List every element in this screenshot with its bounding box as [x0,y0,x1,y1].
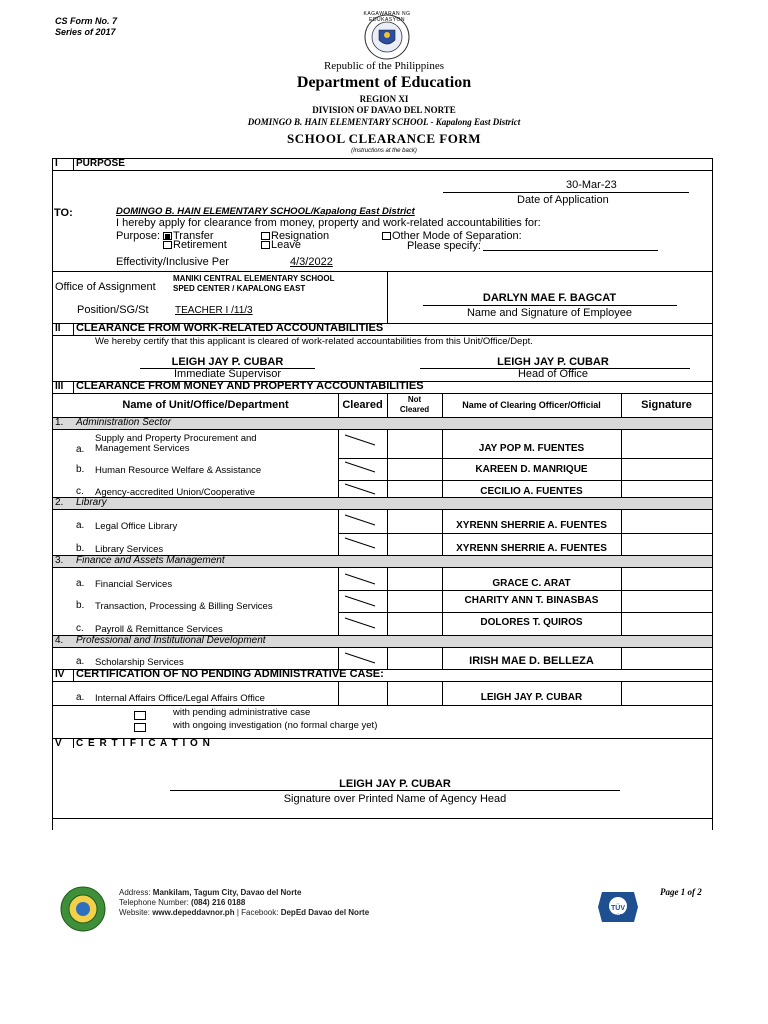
sec1-title: PURPOSE [76,158,125,169]
instructions-note: (Instructions at the back) [351,148,417,154]
employee-name[interactable]: DARLYN MAE F. BAGCAT [482,292,617,304]
office-of-assignment-value-2[interactable]: SPED CENTER / KAPALONG EAST [173,284,306,293]
cleared-mark-icon[interactable] [343,433,377,447]
leave-checkbox-icon[interactable] [261,241,270,249]
row-7-unit: Transaction, Processing & Billing Services [95,601,273,612]
group-4-number: 4. [55,635,64,646]
group-1-number: 1. [55,417,64,428]
date-of-application-label: Date of Application [517,194,609,206]
purpose-label: Purpose: [116,230,161,242]
to-value[interactable]: DOMINGO B. HAIN ELEMENTARY SCHOOL/Kapalong East District [116,206,415,217]
head-of-office-caption: Head of Office [517,368,589,380]
position-label: Position/SG/St [77,304,149,316]
row-1-letter: a. [76,444,85,455]
option-transfer[interactable]: Transfer [163,230,214,242]
row-5-unit: Library Services [95,544,164,555]
row-8-letter: c. [76,623,84,634]
footer-website-link[interactable]: www.depeddavnor.ph [152,908,235,917]
sec5-title: C E R T I F I C A T I O N [76,738,211,749]
option-leave[interactable]: Leave [261,239,301,251]
cleared-mark-icon[interactable] [343,572,377,586]
frame-top [52,158,712,159]
sec4-unit: Internal Affairs Office/Legal Affairs Office [95,693,265,704]
group-library: Library [76,497,107,508]
pending-case-checkbox-icon[interactable] [134,711,146,720]
tuv-sub-label: SÜD [612,914,624,920]
sec2-certify-statement: We hereby certify that this applicant is cleared of work-related accountabilities from this Unit/Office/Dept. [95,336,533,347]
form-series: Series of 2017 [55,27,116,37]
cleared-mark-icon[interactable] [343,616,377,630]
cleared-mark-icon[interactable] [343,513,377,527]
row-3-letter: c. [76,486,84,497]
row-6-official: GRACE C. ARAT [492,578,571,589]
footer-web: Website: www.depeddavnor.ph | Facebook: DepEd Davao del Norte [119,908,370,917]
sec1-number: I [55,158,58,169]
other-mode-checkbox-icon[interactable] [382,232,391,240]
form-title: SCHOOL CLEARANCE FORM [287,131,481,146]
cleared-mark-icon[interactable] [343,460,377,474]
page-number: Page 1 of 2 [660,887,702,897]
row-2-official: KAREEN D. MANRIQUE [475,464,588,475]
school-line: DOMINGO B. HAIN ELEMENTARY SCHOOL - Kapalong East District [247,117,521,127]
tuv-label: TÜV [611,905,625,912]
row-5-letter: b. [76,543,85,554]
apply-statement: I hereby apply for clearance from money, property and work-related accountabilities for: [116,217,541,229]
pending-case-label: with pending administrative case [173,707,311,718]
row-5-official: XYRENN SHERRIE A. FUENTES [456,543,607,554]
cleared-mark-icon[interactable] [343,651,377,665]
row-4-unit: Legal Office Library [95,521,178,532]
division-logo-icon [60,886,106,932]
agency-head-name[interactable]: LEIGH JAY P. CUBAR [339,778,451,790]
seal-text: KAGAWARAN NG EDUKASYON [363,11,411,23]
sec2-title: CLEARANCE FROM WORK-RELATED ACCOUNTABILITIES [76,322,384,334]
effectivity-label: Effectivity/Inclusive Per [116,256,229,268]
frame-right [712,158,713,830]
row-8-unit: Payroll & Remittance Services [95,624,223,635]
row-7-official: CHARITY ANN T. BINASBAS [464,595,599,606]
row-4-official: XYRENN SHERRIE A. FUENTES [456,520,607,531]
cleared-mark-icon[interactable] [343,536,377,550]
col-unit-header: Name of Unit/Office/Department [122,399,289,411]
row-8-official: DOLORES T. QUIROS [480,617,583,628]
footer-address: Address: Mankilam, Tagum City, Davao del Norte [119,888,302,897]
sec4-row-letter: a. [76,692,85,703]
agency-head-caption: Signature over Printed Name of Agency Head [283,793,507,805]
row-2-letter: b. [76,464,85,475]
please-specify-label: Please specify: [407,240,481,252]
row-9-unit: Scholarship Services [95,657,184,668]
sec4-number: IV [55,669,65,680]
option-retirement[interactable]: Retirement [163,239,227,251]
sec5-number: V [55,738,62,749]
frame-left [52,158,53,830]
region-text: REGION XI [359,94,409,104]
row-6-unit: Financial Services [95,579,173,590]
row-1-unit-line1: Supply and Property Procurement and [95,433,257,444]
col-not-cleared-header-1: Not [407,395,422,404]
sec3-title: CLEARANCE FROM MONEY AND PROPERTY ACCOUNTABILITIES [76,380,424,392]
row-1-unit-line2: Management Services [95,443,190,454]
col-signature-header: Signature [641,399,692,411]
col-official-header: Name of Clearing Officer/Official [462,400,601,410]
ongoing-investigation-checkbox-icon[interactable] [134,723,146,732]
row-2-unit: Human Resource Welfare & Assistance [95,465,262,476]
head-of-office-name[interactable]: LEIGH JAY P. CUBAR [497,356,609,368]
group-band-2 [53,497,712,509]
row-9-letter: a. [76,656,85,667]
option-resignation[interactable]: Resignation [261,230,329,242]
row-3-official: CECILIO A. FUENTES [480,486,583,497]
group-professional-development: Professional and Institutional Development [76,635,266,646]
footer-facebook-link[interactable]: DepEd Davao del Norte [280,908,370,917]
employee-signature-caption: Name and Signature of Employee [466,307,633,319]
retirement-checkbox-icon[interactable] [163,241,172,249]
form-number: CS Form No. 7 [55,16,118,26]
sec4-official: LEIGH JAY P. CUBAR [480,692,583,703]
cleared-mark-icon[interactable] [343,594,377,608]
sec4-title: CERTIFICATION OF NO PENDING ADMINISTRATIVE CASE: [76,668,384,680]
option-other-mode[interactable]: Other Mode of Separation: [382,230,522,242]
department-title: Department of Education [296,74,472,91]
col-not-cleared-header-2: Cleared [399,405,430,414]
sec2-number: II [55,323,61,334]
row-1-official: JAY POP M. FUENTES [478,443,585,454]
row-9-official: IRISH MAE D. BELLEZA [469,655,594,667]
to-label: TO: [54,207,73,219]
office-of-assignment-label: Office of Assignment [55,281,156,293]
position-value[interactable]: TEACHER I /11/3 [175,305,253,316]
group-finance-assets: Finance and Assets Management [76,555,225,566]
ongoing-investigation-label: with ongoing investigation (no formal charge yet) [173,720,378,731]
footer-telephone: Telephone Number: (084) 216 0188 [119,898,246,907]
group-administration-sector: Administration Sector [76,417,172,428]
row-6-letter: a. [76,578,85,589]
col-cleared-header: Cleared [342,399,383,411]
immediate-supervisor-name[interactable]: LEIGH JAY P. CUBAR [171,356,284,368]
cleared-mark-icon[interactable] [343,482,377,496]
republic-text: Republic of the Philippines [323,60,445,72]
row-4-letter: a. [76,520,85,531]
office-of-assignment-value-1[interactable]: MANIKI CENTRAL ELEMENTARY SCHOOL [173,274,335,283]
group-2-number: 2. [55,497,64,508]
sec3-number: III [55,381,64,392]
immediate-supervisor-caption: Immediate Supervisor [174,368,281,380]
row-7-letter: b. [76,600,85,611]
row-3-unit: Agency-accredited Union/Cooperative [95,487,256,498]
date-of-application-value[interactable]: 30-Mar-23 [566,179,617,191]
effectivity-value[interactable]: 4/3/2022 [290,256,333,268]
division-text: DIVISION OF DAVAO DEL NORTE [312,105,456,115]
group-3-number: 3. [55,555,64,566]
please-specify-field[interactable] [483,250,658,251]
